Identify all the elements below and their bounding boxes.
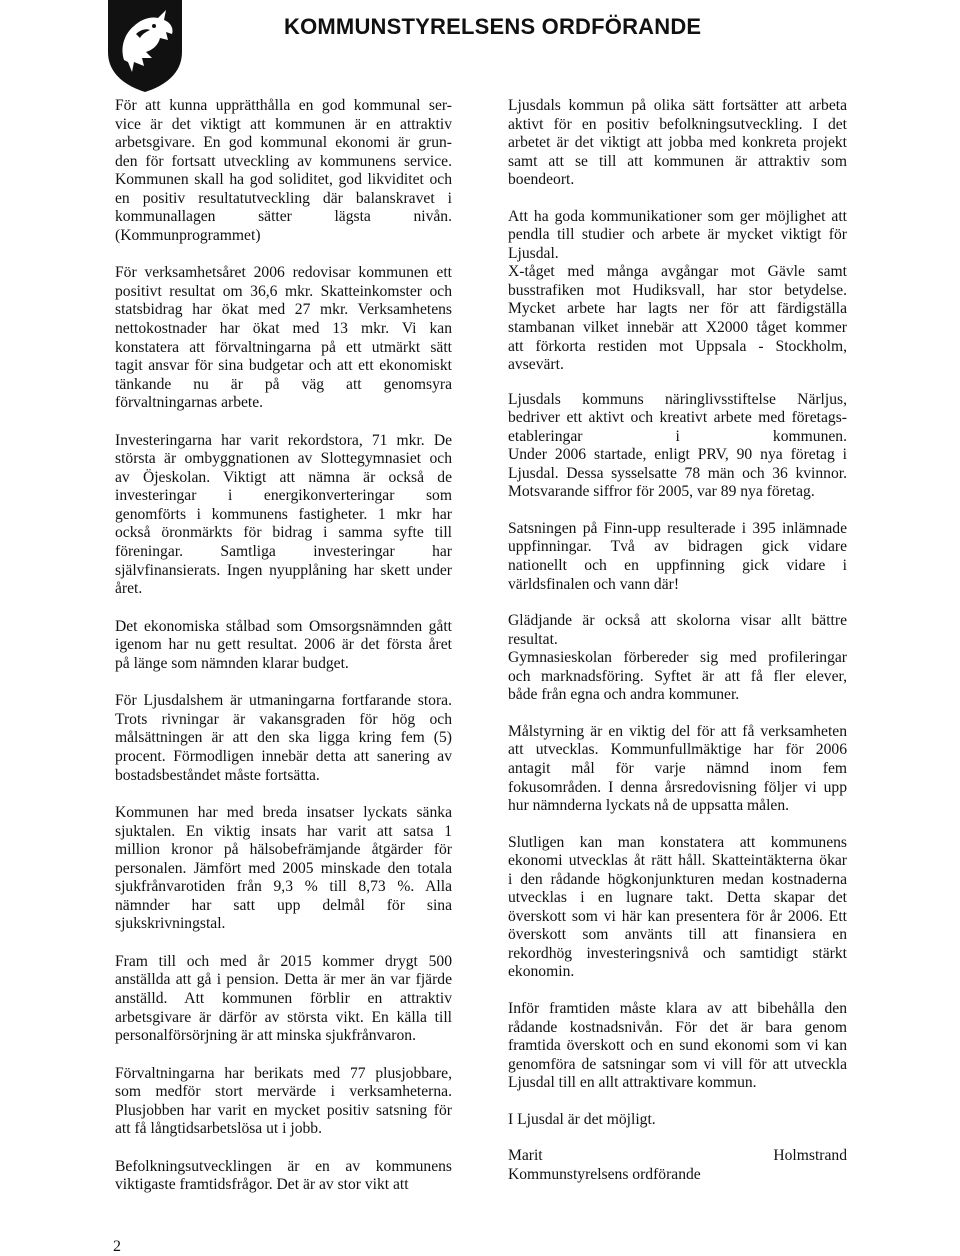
text-line: ekonomin. xyxy=(508,963,575,981)
text-line: nationellt och en uppfinning gick vidare i xyxy=(508,557,847,575)
text-line: Ljusdals kommun på olika sätt fortsätter att arbeta xyxy=(508,97,847,114)
text-line: personalen. Jämfört med 2005 minskade den totala xyxy=(115,859,452,877)
paragraph xyxy=(508,723,847,816)
text-line: Målstyrning är en viktig del för att få verksamheten xyxy=(508,722,847,740)
page-title: KOMMUNSTYRELSENS ORDFÖRANDE xyxy=(284,14,702,39)
text-line: på länge som nämnden klarar budget. xyxy=(115,654,349,672)
text-line: att utvecklas. Kommunfullmäktige har för 2006 xyxy=(508,741,847,759)
paragraph xyxy=(115,432,452,599)
text-line: självfinansierats. Ingen nyupplåning har skett under xyxy=(115,561,452,579)
text-line: nämnder har satt upp delmål för sina xyxy=(115,896,452,914)
paragraph xyxy=(115,1065,452,1139)
text-line: Kommunstyrelsens ordförande xyxy=(508,1165,701,1183)
paragraph xyxy=(508,208,847,375)
paragraph xyxy=(115,1158,452,1195)
text-line: året. xyxy=(115,580,143,598)
text-line: anställd. Att kommunen förblir en attraktiv xyxy=(115,989,452,1007)
text-line: Inför framtiden måste klara av att bibehålla den xyxy=(508,999,847,1017)
text-line: arbetsgivare. En god kommunal ekonomi är grun- xyxy=(115,134,452,152)
text-line: Fram till och med år 2015 kommer drygt 500 xyxy=(115,952,452,970)
paragraph xyxy=(508,834,847,982)
text-line: Befolkningsutvecklingen är en av kommunens xyxy=(115,1157,452,1175)
text-line: anställda att gå i pension. Detta är mer än var fjärde xyxy=(115,971,452,989)
paragraph xyxy=(115,97,452,245)
paragraph xyxy=(115,264,452,412)
text-line: fokusområden. I denna årsredovisning följer vi upp xyxy=(508,778,847,796)
text-line: i den rådande högkonjunkturen medan kostnaderna xyxy=(508,870,847,888)
text-line: stambanan vilket innebär att X2000 tåget kommer xyxy=(508,319,847,337)
text-line: aktivt för en positiv befolkningsutveckling. I det xyxy=(508,115,847,133)
text-line: Marit Holmstrand xyxy=(508,1147,847,1165)
text-line: världsfinalen och vann där! xyxy=(508,575,680,593)
text-line: Plusjobben har varit en mycket positiv satsning för xyxy=(115,1101,452,1119)
text-line: avsevärt. xyxy=(508,356,564,374)
text-line: Gymnasieskolan förbereder sig med profileringar xyxy=(508,649,847,667)
text-line: boendeort. xyxy=(508,171,575,189)
text-line: Ljusdal till en allt attraktivare kommun. xyxy=(508,1074,757,1092)
text-line: I Ljusdal är det möjligt. xyxy=(508,1110,656,1128)
text-line: tagit ansvar för sina budgetar och att ett ekonomiskt xyxy=(115,357,452,375)
text-line: busstrafiken mot Hudiksvall, har stor betydelse. xyxy=(508,281,847,299)
text-line: million kronor på hälsobefrämjande åtgärder för xyxy=(115,841,452,859)
page-number: 2 xyxy=(113,1238,121,1255)
text-line: sjuktalen. En viktig insats har varit att satsa 1 xyxy=(115,822,452,840)
text-line: igenom har nu gett resultat. 2006 är det första året xyxy=(115,636,452,654)
text-line: bedriver ett aktivt och kreativt arbete med företags- xyxy=(508,409,847,427)
text-line: att få långtidsarbetslösa ut i jobb. xyxy=(115,1120,323,1138)
paragraph xyxy=(115,804,452,934)
text-line: målsättningen är att den ska ligga kring fem (5) xyxy=(115,729,452,747)
text-line: personalförsörjning är att minska sjukfrånvaron. xyxy=(115,1027,416,1045)
text-line: Motsvarande siffror för 2005, var 89 nya företag. xyxy=(508,483,815,501)
text-line: Mycket arbete har lagts ner för att färdigställa xyxy=(508,300,847,318)
text-line: tänkande nu är på väg att genomsyra xyxy=(115,375,452,393)
text-line: bostadsbeståndet måste fortsätta. xyxy=(115,766,320,784)
text-line: ekonomi utvecklas åt rätt håll. Skatteintäkterna ökar xyxy=(508,852,847,870)
text-line: För Ljusdalshem är utmaningarna fortfarande stora. xyxy=(115,692,452,710)
text-line: positivt resultat om 36,6 mkr. Skatteinkomster och xyxy=(115,282,452,300)
text-line: Trots rivningar är vakansgraden för hög och xyxy=(115,710,452,728)
text-line: rådande kostnadsnivån. För det är bara genom xyxy=(508,1018,847,1036)
paragraph xyxy=(115,692,452,785)
text-line: vice är det viktigt att kommunen är en attraktiv xyxy=(115,115,452,133)
text-line: Slutligen kan man konstatera att kommunens xyxy=(508,833,847,851)
ljusdal-coat-of-arms-icon xyxy=(106,0,184,92)
paragraph xyxy=(508,520,847,594)
text-line: pendla till studier och arbete är mycket viktigt för xyxy=(508,226,847,244)
text-line: utvecklas i en lugnare takt. Detta skapar det xyxy=(508,889,847,907)
text-line: Att ha goda kommunikationer som ger möjlighet att xyxy=(508,207,847,225)
text-line: att förkorta restiden mot Uppsala - Stockholm, xyxy=(508,337,847,355)
text-line: samt att se till att kommunen är attraktiv som xyxy=(508,152,847,170)
text-line: största är ombyggnationen av Slottegymnasiet och xyxy=(115,450,452,468)
paragraph xyxy=(508,1000,847,1093)
text-line: Kommunen har med breda insatser lyckats sänka xyxy=(115,804,452,822)
text-line: hur nämnderna lyckats nå de uppsatta målen. xyxy=(508,797,790,815)
text-line: föreningar. Samtliga investeringar har xyxy=(115,543,452,561)
text-line: arbetsgivare är därför av största vikt. En källa till xyxy=(115,1008,452,1026)
paragraph xyxy=(508,1111,847,1130)
text-line: viktigaste framtidsfrågor. Det är av stor vikt att xyxy=(115,1176,409,1194)
text-line: Det ekonomiska stålbad som Omsorgsnämnden gått xyxy=(115,617,452,635)
text-line: rekordhög investeringsnivå och samtidigt stärkt xyxy=(508,944,847,962)
text-line: Satsningen på Finn-upp resulterade i 395 inlämnade xyxy=(508,519,847,537)
text-line: statsbidrag har ökat med 27 mkr. Verksamhetens xyxy=(115,301,452,319)
text-line: av Öjeskolan. Viktigt att nämna är också de xyxy=(115,468,452,486)
paragraph xyxy=(508,391,847,502)
text-line: som medför stort mervärde i verksamheterna. xyxy=(115,1083,452,1101)
text-line: Ljusdals kommuns näringlivsstiftelse Närljus, xyxy=(508,390,847,408)
text-line: framtida överskott och en sund ekonomi som vi kan xyxy=(508,1037,847,1055)
text-line: Glädjande är också att skolorna visar allt bättre xyxy=(508,612,847,630)
text-line: resultat. xyxy=(508,630,558,648)
text-line: en positiv resultatutveckling där balanskravet i xyxy=(115,189,452,207)
text-line: Förvaltningarna har berikats med 77 plusjobbare, xyxy=(115,1064,452,1082)
text-line: sjukfrånvarotiden från 9,3 % till 8,73 %. Alla xyxy=(115,878,452,896)
text-line: både från egna och andra kommuner. xyxy=(508,686,740,704)
paragraph xyxy=(508,612,847,705)
text-line: antagit mål för varje nämnd inom fem xyxy=(508,759,847,777)
text-line: arbetet är det viktigt att jobba med konkreta projekt xyxy=(508,134,847,152)
text-line: procent. Förmodligen innebär detta att sanering av xyxy=(115,747,452,765)
text-line: (Kommunprogrammet) xyxy=(115,226,261,244)
text-line: X-tåget med många avgångar mot Gävle samt xyxy=(508,263,847,281)
text-line: Ljusdal. Dessa sysselsatte 78 män och 36 kvinnor. xyxy=(508,464,847,482)
text-line: och marknadsföring. Syftet är att få fler elever, xyxy=(508,667,847,685)
text-line: också öronmärkts för bidrag i samma syfte till xyxy=(115,524,452,542)
left-column xyxy=(115,97,452,1195)
paragraph xyxy=(115,618,452,674)
right-column xyxy=(508,97,847,1184)
text-line: Under 2006 startade, enligt PRV, 90 nya företag i xyxy=(508,446,847,464)
text-line: Ljusdal. xyxy=(508,244,559,262)
text-line: sjukskrivningstal. xyxy=(115,915,226,933)
text-line: För att kunna upprätthålla en god kommunal ser- xyxy=(115,97,452,114)
text-line: förvaltningarnas arbete. xyxy=(115,394,264,412)
text-line: genomföra de satsningar som vi vill för att utveckla xyxy=(508,1055,847,1073)
text-line: Kommunen skall ha god soliditet, god likviditet och xyxy=(115,171,452,189)
paragraph xyxy=(115,953,452,1046)
text-line: Investeringarna har varit rekordstora, 71 mkr. De xyxy=(115,431,452,449)
text-line: nettokostnader har ökat med 13 mkr. Vi kan xyxy=(115,320,452,338)
text-line: uppfinningar. Två av bidragen gick vidare xyxy=(508,538,847,556)
paragraph xyxy=(508,97,847,190)
text-line: etableringar i kommunen. xyxy=(508,427,847,445)
text-line: genomförts i kommunens fastigheter. 1 mkr har xyxy=(115,505,452,523)
text-line: kommunallagen sätter lägsta nivån. xyxy=(115,208,452,226)
text-line: investeringar i energikonverteringar som xyxy=(115,487,452,505)
text-line: överskott som använts till att finansiera en xyxy=(508,926,847,944)
text-line: överskott som vi här kan presentera för år 2006. Ett xyxy=(508,907,847,925)
text-line: För verksamhetsåret 2006 redovisar kommunen ett xyxy=(115,264,452,282)
paragraph xyxy=(508,1147,847,1184)
text-line: den för fortsatt utveckling av kommunens service. xyxy=(115,152,452,170)
text-line: konstatera att förvaltningarna på ett utmärkt sätt xyxy=(115,338,452,356)
